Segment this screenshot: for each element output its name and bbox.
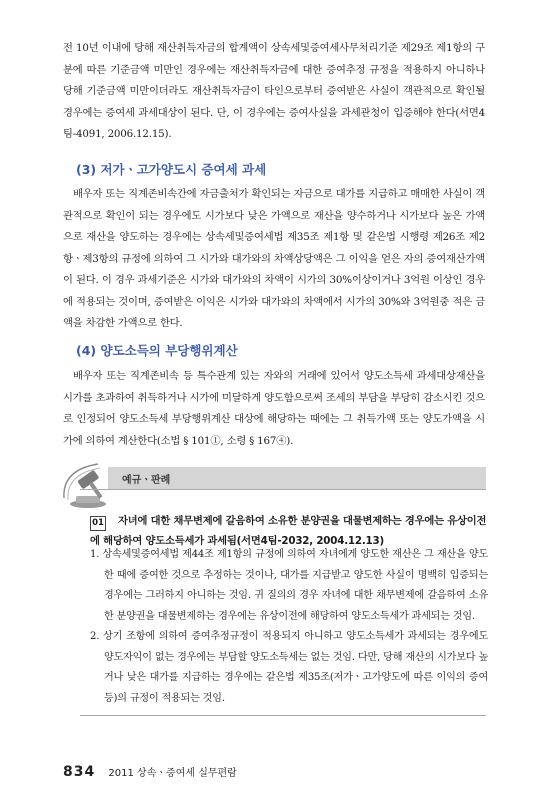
case-title: 자녀에 대한 채무변제에 갈음하여 소유한 분양권을 대물변제하는 경우에는 유상이전에 해당하여 양도소득세가 과세됨(서면4팀-2032, 2004.12.13): [90, 515, 487, 547]
case-item: 2. 상기 조항에 의하여 증여추정규정이 적용되지 아니하고 양도소득세가 과세되는 경우에도 양도자익이 없는 경우에는 부담할 양도소득세는 없는 것임. 다만, 당해 재산의 시가보다 높거나 낮은 대가를 지급하는 경우에는 같은법 제35조(저가ㆍ고가양도에 따른 이익의 증여 등)의 규정이 적용되는 것임.: [90, 631, 488, 704]
case-box-bottom-rule: [80, 715, 486, 716]
intro-paragraph: 전 10년 이내에 당해 재산취득자금의 합계액이 상속세및증여세사무처리기준 제29조 제1항의 구분에 따른 기준금액 미만인 경우에는 재산취득자금에 대한 증여추정 규정을 적용하지 아니하나 당해 기준금액 미만이더라도 재산취득자금이 타인으로부터 증여받은 사실이 객관적으로 확인될 경우에는 증여세 과세대상이 된다. 단, 이 경우에는 증여사실을 과세관청이 입증해야 한다(서면4팀-4091, 2006.12.15).: [63, 42, 485, 140]
section-3-body: 배우자 또는 직계존비속간에 자금출처가 확인되는 자금으로 대가를 지급하고 매매한 사실이 객관적으로 확인이 되는 경우에도 시가보다 낮은 가액으로 재산을 양수하거나 시가보다 높은 가액으로 재산을 양도하는 경우에는 상속세및증여세법 제35조 제1항 및 같은법 시행령 제26조 제2항ㆍ제3항의 규정에 의하여 그 시가와 대가와의 차액상당액은 그 이익을 얻은 자의 증여재산가액이 된다. 이 경우 과세기준은 시가와 대가와의 차액이 시가의 30%이상이거나 3억원 이상인 경우에 적용되는 것이며, 증여받은 이익은 시가와 대가와의 차액에서 시가의 30%와 3억원중 적은 금액을 차감한 가액으로 한다.: [63, 188, 485, 329]
page-number: 834: [63, 764, 96, 780]
case-item-list: [90, 545, 488, 709]
section-4-body: 배우자 또는 직계존비속 등 특수관계 있는 자와의 거래에 있어서 양도소득세 과세대상재산을 시가를 초과하여 취득하거나 시가에 미달하게 양도함으로써 조세의 부담을 부당히 감소시킨 것으로 인정되어 양도소득세 부당행위계산 대상에 해당하는 때에는 그 취득가액 또는 양도가액을 시가에 의하여 계산한다(소법 § 101①, 소령 § 167④).: [63, 370, 485, 447]
case-number-badge: 01: [90, 516, 106, 531]
case-tab-label: 예규ㆍ판례: [122, 475, 171, 486]
book-title: 2011 상속ㆍ증여세 실무편람: [108, 768, 237, 779]
case-item: 1. 상속세및증여세법 제44조 제1항의 규정에 의하여 자녀에게 양도한 재산은 그 재산을 양도한 때에 증여한 것으로 추정하는 것이나, 대가를 지급받고 양도한 사실이 명백히 입증되는 경우에는 그러하지 아니하는 것임. 귀 질의의 경우 자녀에 대한 채무변제에 갈음하여 소유한 분양권을 대물변제하는 경우에는 유상이전에 해당하여 양도소득세가 과세되는 것임.: [90, 549, 488, 622]
page-footer: [63, 764, 237, 780]
section-4-heading: (4) 양도소득의 부당행위계산: [76, 343, 238, 358]
section-3-heading: (3) 저가ㆍ고가양도시 증여세 과세: [76, 162, 267, 177]
case-box-top-rule: [80, 489, 486, 490]
